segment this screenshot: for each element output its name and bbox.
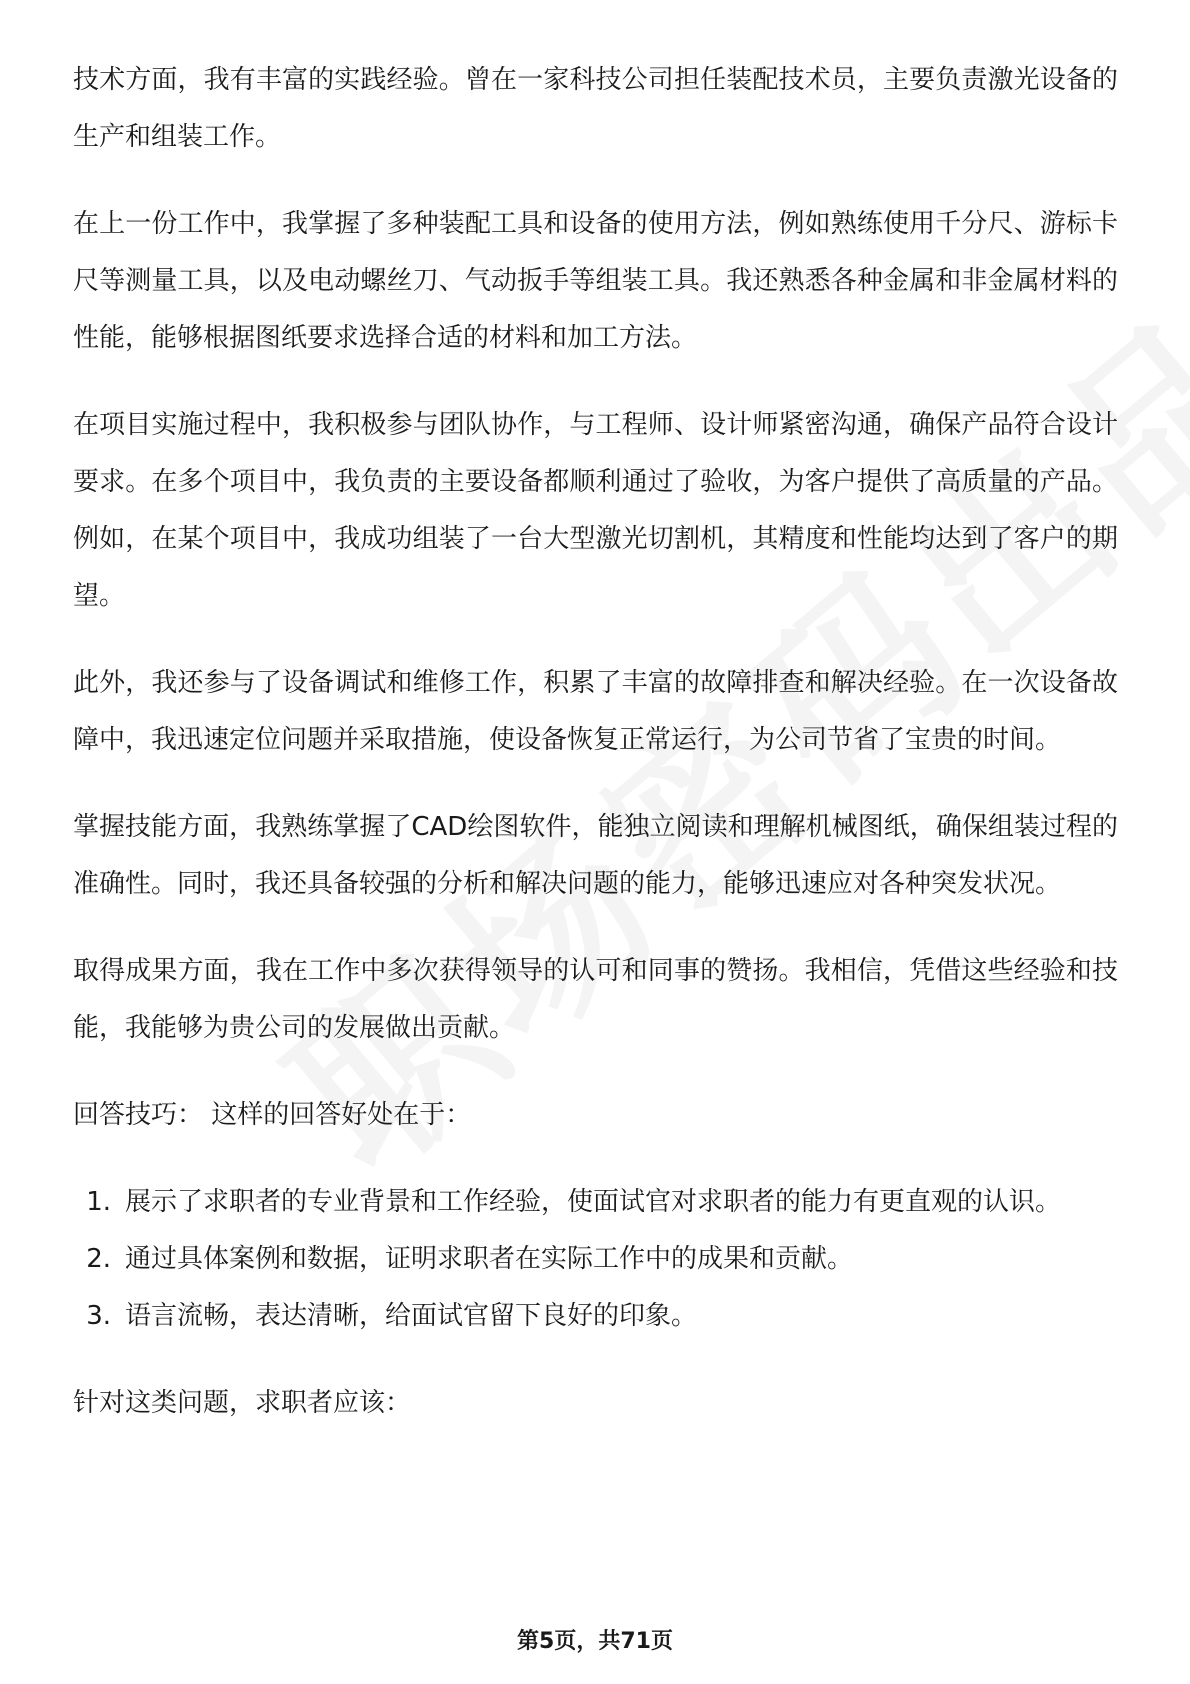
list-text: 通过具体案例和数据，证明求职者在实际工作中的成果和贡献。 (125, 1244, 854, 1274)
list-text: 语言流畅，表达清晰，给面试官留下良好的印象。 (125, 1301, 698, 1331)
list-number: 2. (86, 1244, 111, 1274)
answer-tips-heading: 回答技巧： 这样的回答好处在于： (73, 1100, 472, 1130)
list-text: 展示了求职者的专业背景和工作经验，使面试官对求职者的能力有更直观的认识。 (125, 1187, 1062, 1217)
paragraph: 取得成果方面，我在工作中多次获得领导的认可和同事的赞扬。我相信，凭借这些经验和技能，我能够为贵公司的发展做出贡献。 (73, 956, 1118, 1043)
list-item (73, 1288, 1118, 1345)
list-number: 1. (86, 1187, 111, 1217)
list-number: 3. (86, 1301, 111, 1331)
paragraph: 在项目实施过程中，我积极参与团队协作，与工程师、设计师紧密沟通，确保产品符合设计要求。在多个项目中，我负责的主要设备都顺利通过了验收，为客户提供了高质量的产品。例如，在某个项目中，我成功组装了一台大型激光切割机，其精度和性能均达到了客户的期望。 (73, 410, 1118, 611)
page-number: 第5页，共71页 (517, 1629, 673, 1654)
list-item (73, 1231, 1118, 1288)
paragraph: 技术方面，我有丰富的实践经验。曾在一家科技公司担任装配技术员，主要负责激光设备的生产和组装工作。 (73, 65, 1118, 152)
paragraph: 此外，我还参与了设备调试和维修工作，积累了丰富的故障排查和解决经验。在一次设备故障中，我迅速定位问题并采取措施，使设备恢复正常运行，为公司节省了宝贵的时间。 (73, 668, 1118, 755)
tips-list (73, 1174, 1118, 1345)
list-item (73, 1174, 1118, 1231)
closing-line: 针对这类问题，求职者应该： (73, 1388, 412, 1418)
document-body (73, 52, 1118, 1462)
paragraph: 在上一份工作中，我掌握了多种装配工具和设备的使用方法，例如熟练使用千分尺、游标卡尺等测量工具，以及电动螺丝刀、气动扳手等组装工具。我还熟悉各种金属和非金属材料的性能，能够根据图纸要求选择合适的材料和加工方法。 (73, 209, 1118, 353)
paragraph: 掌握技能方面，我熟练掌握了CAD绘图软件，能独立阅读和理解机械图纸，确保组装过程的准确性。同时，我还具备较强的分析和解决问题的能力，能够迅速应对各种突发状况。 (73, 812, 1118, 899)
